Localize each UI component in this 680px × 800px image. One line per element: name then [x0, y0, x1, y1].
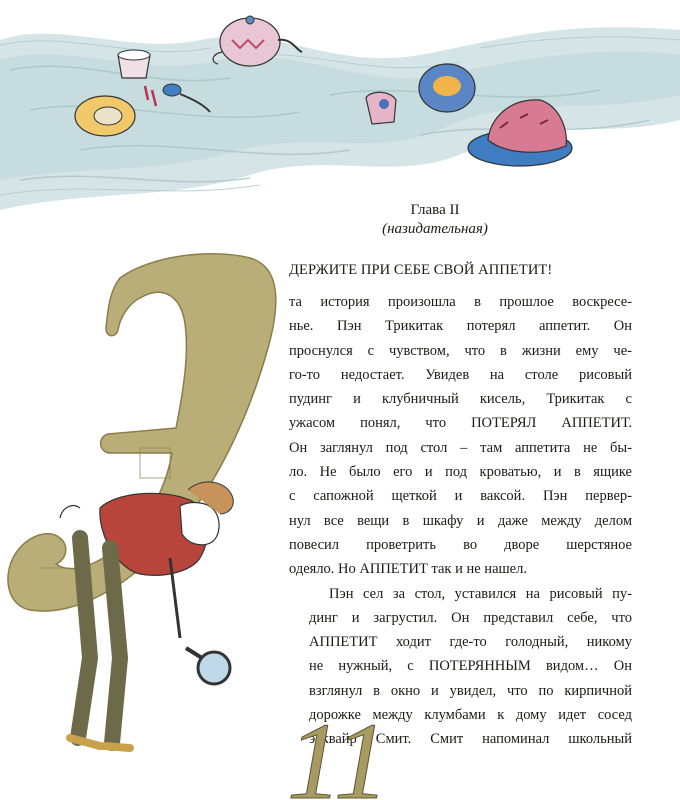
text-line: Он заглянул под стол – там аппетита не бы-	[289, 439, 632, 456]
text-line: пудинг и клубничный кисель, Трикитак с	[289, 391, 632, 408]
text-line: динг и загрустил. Он представил себе, что	[309, 609, 632, 626]
text-line: АППЕТИТ ходит где-то голодный, никому	[309, 634, 632, 651]
text-line: проснулся с чувством, что в жизни ему че-	[289, 342, 632, 359]
blue-plate-icon	[419, 64, 475, 112]
text-line: дорожке между клумбами к дому идет сосед	[309, 707, 632, 724]
text-line: нул все вещи в шкафу и даже между делом	[289, 512, 632, 529]
chapter-subtitle: (назидательная)	[382, 221, 488, 237]
text-line: нье. Пэн Трикитак потерял аппетит. Он	[289, 318, 632, 335]
chapter-heading	[330, 201, 540, 239]
page-number	[285, 700, 389, 800]
pink-cup-icon	[366, 92, 396, 124]
paragraph-1	[289, 290, 632, 582]
yellow-saucer-icon	[75, 96, 135, 136]
flying-tableware-illustration	[0, 0, 680, 210]
text-line: не нужный, с ПОТЕРЯННЫМ видом… Он	[309, 658, 632, 675]
page-number-text: 11	[287, 700, 389, 800]
text-line: ужасом понял, что ПОТЕРЯЛ АППЕТИТ.	[289, 415, 632, 432]
text-line: та история произошла в прошлое воскресе-	[289, 294, 632, 310]
text-line: с сапожной щеткой и ваксой. Пэн первер-	[289, 488, 632, 505]
text-line: Пэн сел за стол, уставился на рисовый пу-	[329, 585, 632, 602]
text-line: го-то недостает. Увидев на столе рисовый	[289, 366, 632, 383]
text-line: эсквайр Смит. Смит напоминал школьный	[309, 731, 632, 748]
drop-cap-illustration	[0, 238, 300, 758]
text-line: повесил проветрить во дворе шерстяное	[289, 536, 632, 553]
text-line: ло. Не было его и под кроватью, и в ящике	[289, 464, 632, 481]
story-body	[289, 290, 632, 752]
text-line: одеяло. Но АППЕТИТ так и не нашел.	[289, 561, 527, 578]
story-headline: ДЕРЖИТЕ ПРИ СЕБЕ СВОЙ АППЕТИТ!	[289, 262, 553, 278]
text-line: взглянул в окно и увидел, что по кирпичной	[309, 682, 632, 699]
chapter-title: Глава II	[410, 202, 460, 218]
boy-with-magnifier-illustration	[60, 482, 233, 748]
